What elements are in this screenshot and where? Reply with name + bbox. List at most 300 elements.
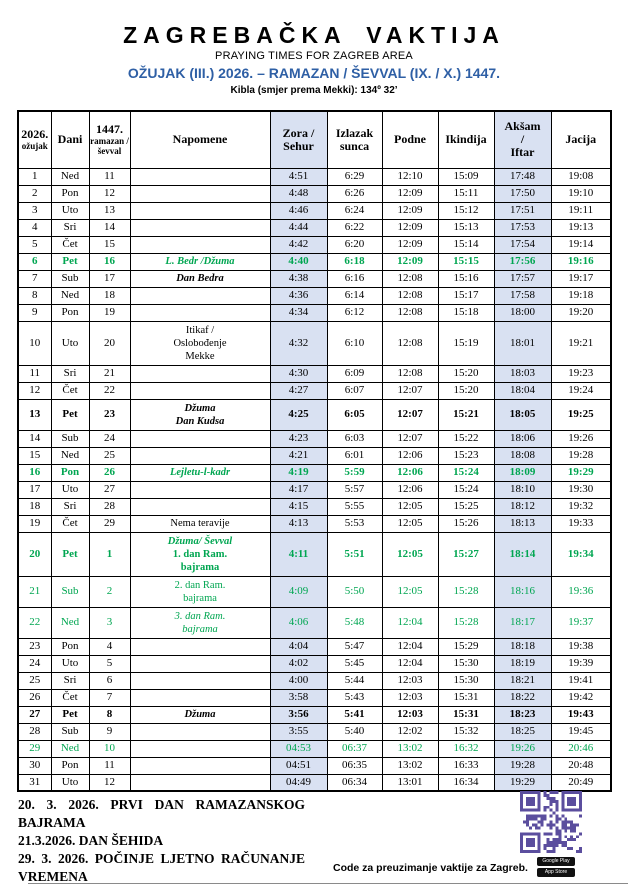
cell-zora-sehur: 3:58 xyxy=(270,689,327,706)
cell-aksam-iftar: 18:22 xyxy=(494,689,551,706)
cell-ikindija: 16:32 xyxy=(438,740,494,757)
col-header-text: Zora / xyxy=(282,125,315,140)
cell-aksam-iftar: 19:28 xyxy=(494,757,551,774)
cell-hijri: 6 xyxy=(89,672,130,689)
cell-dow: Pon xyxy=(51,185,89,202)
cell-note xyxy=(130,253,270,270)
store-badges xyxy=(536,857,576,877)
cell-aksam-iftar: 18:13 xyxy=(494,515,551,532)
cell-jacija: 19:16 xyxy=(551,253,611,270)
cell-jacija: 19:34 xyxy=(551,532,611,576)
cell-hijri: 12 xyxy=(89,774,130,791)
cell-ikindija: 15:14 xyxy=(438,236,494,253)
note-text: bajrama xyxy=(180,561,220,573)
cell-zora-sehur: 3:55 xyxy=(270,723,327,740)
cell-hijri: 1 xyxy=(89,532,130,576)
cell-zora-sehur: 4:25 xyxy=(270,399,327,430)
cell-ikindija: 15:28 xyxy=(438,607,494,638)
table-row-day-28 xyxy=(18,723,611,740)
cell-zora-sehur: 3:56 xyxy=(270,706,327,723)
cell-jacija: 19:43 xyxy=(551,706,611,723)
cell-zora-sehur: 4:51 xyxy=(270,168,327,185)
cell-hijri: 9 xyxy=(89,723,130,740)
cell-note xyxy=(130,723,270,740)
cell-podne: 12:08 xyxy=(382,270,438,287)
cell-hijri: 11 xyxy=(89,168,130,185)
cell-note xyxy=(130,757,270,774)
col-header-7 xyxy=(438,111,494,168)
cell-note xyxy=(130,655,270,672)
cell-ikindija: 15:12 xyxy=(438,202,494,219)
col-header-5 xyxy=(327,111,382,168)
cell-aksam-iftar: 17:51 xyxy=(494,202,551,219)
cell-izlazak-sunca: 5:47 xyxy=(327,638,382,655)
cell-zora-sehur: 4:09 xyxy=(270,576,327,607)
cell-aksam-iftar: 18:00 xyxy=(494,304,551,321)
cell-podne: 12:09 xyxy=(382,202,438,219)
cell-dow: Čet xyxy=(51,689,89,706)
cell-jacija: 19:08 xyxy=(551,168,611,185)
cell-izlazak-sunca: 6:12 xyxy=(327,304,382,321)
table-row-day-15 xyxy=(18,447,611,464)
cell-jacija: 19:32 xyxy=(551,498,611,515)
cell-ikindija: 15:21 xyxy=(438,399,494,430)
col-header-text: Sehur xyxy=(283,138,314,153)
table-row-day-27 xyxy=(18,706,611,723)
cell-izlazak-sunca: 5:41 xyxy=(327,706,382,723)
cell-hijri: 7 xyxy=(89,689,130,706)
cell-note xyxy=(130,287,270,304)
col-header-text: Podne xyxy=(393,132,426,147)
note-text: Lejletu-l-kadr xyxy=(169,467,231,478)
cell-aksam-iftar: 18:18 xyxy=(494,638,551,655)
cell-zora-sehur: 4:42 xyxy=(270,236,327,253)
cell-jacija: 19:28 xyxy=(551,447,611,464)
cell-hijri: 8 xyxy=(89,706,130,723)
prayer-times-table xyxy=(17,110,612,792)
cell-date: 26 xyxy=(18,689,51,706)
cell-jacija: 19:11 xyxy=(551,202,611,219)
cell-date: 22 xyxy=(18,607,51,638)
cell-note xyxy=(130,576,270,607)
cell-jacija: 19:10 xyxy=(551,185,611,202)
cell-zora-sehur: 4:40 xyxy=(270,253,327,270)
cell-hijri: 11 xyxy=(89,757,130,774)
cell-dow: Pon xyxy=(51,304,89,321)
cell-date: 14 xyxy=(18,430,51,447)
cell-dow: Pon xyxy=(51,638,89,655)
cell-aksam-iftar: 18:12 xyxy=(494,498,551,515)
cell-dow: Uto xyxy=(51,655,89,672)
cell-zora-sehur: 4:38 xyxy=(270,270,327,287)
cell-hijri: 20 xyxy=(89,321,130,365)
cell-note xyxy=(130,185,270,202)
cell-aksam-iftar: 17:50 xyxy=(494,185,551,202)
badge-google-play: Google Play xyxy=(537,857,575,866)
cell-zora-sehur: 4:13 xyxy=(270,515,327,532)
cell-aksam-iftar: 18:25 xyxy=(494,723,551,740)
page-title: ZAGREBAČKA VAKTIJA xyxy=(123,22,505,48)
cell-ikindija: 15:20 xyxy=(438,382,494,399)
cell-note xyxy=(130,304,270,321)
cell-podne: 12:04 xyxy=(382,655,438,672)
table-row-day-24 xyxy=(18,655,611,672)
cell-dow: Sub xyxy=(51,430,89,447)
table-row-day-8 xyxy=(18,287,611,304)
cell-ikindija: 15:29 xyxy=(438,638,494,655)
cell-dow: Pon xyxy=(51,464,89,481)
cell-zora-sehur: 4:02 xyxy=(270,655,327,672)
cell-date: 29 xyxy=(18,740,51,757)
cell-jacija: 19:38 xyxy=(551,638,611,655)
cell-podne: 12:08 xyxy=(382,321,438,365)
cell-note xyxy=(130,607,270,638)
cell-date: 3 xyxy=(18,202,51,219)
cell-zora-sehur: 4:06 xyxy=(270,607,327,638)
table-row-day-29 xyxy=(18,740,611,757)
cell-jacija: 19:26 xyxy=(551,430,611,447)
cell-date: 16 xyxy=(18,464,51,481)
cell-podne: 13:02 xyxy=(382,757,438,774)
cell-date: 7 xyxy=(18,270,51,287)
table-row-day-17 xyxy=(18,481,611,498)
cell-hijri: 23 xyxy=(89,399,130,430)
note-text: L. Bedr /Džuma xyxy=(165,256,235,267)
cell-date: 17 xyxy=(18,481,51,498)
cell-jacija: 19:41 xyxy=(551,672,611,689)
cell-dow: Uto xyxy=(51,774,89,791)
note-text: Džuma/ Ševval xyxy=(167,535,233,547)
cell-aksam-iftar: 18:10 xyxy=(494,481,551,498)
cell-date: 12 xyxy=(18,382,51,399)
table-row-day-30 xyxy=(18,757,611,774)
cell-zora-sehur: 04:51 xyxy=(270,757,327,774)
table-row-day-7 xyxy=(18,270,611,287)
cell-jacija: 19:14 xyxy=(551,236,611,253)
table-row-day-11 xyxy=(18,365,611,382)
col-header-text: ševval xyxy=(97,146,122,157)
cell-dow: Sub xyxy=(51,270,89,287)
table-row-day-13 xyxy=(18,399,611,430)
note-text: Dan Kudsa xyxy=(175,415,225,427)
cell-hijri: 28 xyxy=(89,498,130,515)
cell-podne: 12:04 xyxy=(382,638,438,655)
cell-zora-sehur: 4:19 xyxy=(270,464,327,481)
cell-date: 24 xyxy=(18,655,51,672)
cell-ikindija: 15:22 xyxy=(438,430,494,447)
cell-date: 2 xyxy=(18,185,51,202)
cell-zora-sehur: 4:27 xyxy=(270,382,327,399)
cell-date: 1 xyxy=(18,168,51,185)
cell-podne: 12:02 xyxy=(382,723,438,740)
cell-hijri: 4 xyxy=(89,638,130,655)
cell-podne: 12:05 xyxy=(382,532,438,576)
col-header-text: 2026. xyxy=(21,127,49,142)
cell-aksam-iftar: 18:19 xyxy=(494,655,551,672)
cell-note xyxy=(130,481,270,498)
cell-note xyxy=(130,515,270,532)
cell-podne: 12:05 xyxy=(382,498,438,515)
cell-podne: 12:09 xyxy=(382,236,438,253)
note-text: Džuma xyxy=(184,402,216,414)
cell-aksam-iftar: 17:57 xyxy=(494,270,551,287)
cell-jacija: 19:45 xyxy=(551,723,611,740)
table-row-day-3 xyxy=(18,202,611,219)
col-header-3 xyxy=(130,111,270,168)
cell-podne: 12:09 xyxy=(382,253,438,270)
cell-izlazak-sunca: 6:29 xyxy=(327,168,382,185)
cell-note xyxy=(130,706,270,723)
cell-ikindija: 15:27 xyxy=(438,532,494,576)
cell-dow: Čet xyxy=(51,382,89,399)
cell-ikindija: 15:32 xyxy=(438,723,494,740)
col-header-text: Ikindija xyxy=(445,132,487,147)
cell-izlazak-sunca: 6:09 xyxy=(327,365,382,382)
cell-dow: Sub xyxy=(51,723,89,740)
cell-dow: Ned xyxy=(51,168,89,185)
cell-zora-sehur: 04:53 xyxy=(270,740,327,757)
cell-date: 15 xyxy=(18,447,51,464)
cell-ikindija: 15:28 xyxy=(438,576,494,607)
cell-ikindija: 15:25 xyxy=(438,498,494,515)
col-header-text: ožujak xyxy=(21,141,48,152)
cell-jacija: 19:37 xyxy=(551,607,611,638)
cell-hijri: 19 xyxy=(89,304,130,321)
cell-hijri: 24 xyxy=(89,430,130,447)
cell-izlazak-sunca: 6:05 xyxy=(327,399,382,430)
cell-note xyxy=(130,672,270,689)
cell-date: 30 xyxy=(18,757,51,774)
cell-date: 4 xyxy=(18,219,51,236)
cell-izlazak-sunca: 5:55 xyxy=(327,498,382,515)
cell-dow: Pet xyxy=(51,399,89,430)
note-text: Dan Bedra xyxy=(176,273,224,284)
cell-jacija: 19:30 xyxy=(551,481,611,498)
cell-jacija: 19:24 xyxy=(551,382,611,399)
cell-dow: Sri xyxy=(51,672,89,689)
col-header-4 xyxy=(270,111,327,168)
cell-hijri: 5 xyxy=(89,655,130,672)
cell-jacija: 20:49 xyxy=(551,774,611,791)
qr-code xyxy=(520,791,582,853)
cell-aksam-iftar: 17:58 xyxy=(494,287,551,304)
cell-podne: 12:07 xyxy=(382,399,438,430)
cell-zora-sehur: 4:04 xyxy=(270,638,327,655)
cell-jacija: 19:18 xyxy=(551,287,611,304)
cell-izlazak-sunca: 5:43 xyxy=(327,689,382,706)
cell-hijri: 14 xyxy=(89,219,130,236)
cell-date: 6 xyxy=(18,253,51,270)
cell-hijri: 12 xyxy=(89,185,130,202)
cell-podne: 12:05 xyxy=(382,576,438,607)
cell-podne: 12:09 xyxy=(382,219,438,236)
col-header-8 xyxy=(494,111,551,168)
cell-hijri: 3 xyxy=(89,607,130,638)
cell-izlazak-sunca: 5:53 xyxy=(327,515,382,532)
note-text: Džuma xyxy=(184,709,216,720)
cell-note xyxy=(130,638,270,655)
cell-date: 25 xyxy=(18,672,51,689)
cell-ikindija: 15:17 xyxy=(438,287,494,304)
cell-dow: Uto xyxy=(51,321,89,365)
cell-ikindija: 15:26 xyxy=(438,515,494,532)
cell-izlazak-sunca: 6:22 xyxy=(327,219,382,236)
table-row-day-20 xyxy=(18,532,611,576)
cell-date: 8 xyxy=(18,287,51,304)
cell-zora-sehur: 4:32 xyxy=(270,321,327,365)
cell-note xyxy=(130,236,270,253)
col-header-text: 1447. xyxy=(96,122,123,137)
badge-app-store: App Store xyxy=(537,868,575,877)
cell-note xyxy=(130,270,270,287)
col-header-2 xyxy=(89,111,130,168)
cell-dow: Uto xyxy=(51,481,89,498)
cell-hijri: 21 xyxy=(89,365,130,382)
table-header-row xyxy=(18,111,611,168)
cell-jacija: 19:25 xyxy=(551,399,611,430)
cell-izlazak-sunca: 5:48 xyxy=(327,607,382,638)
cell-zora-sehur: 4:15 xyxy=(270,498,327,515)
cell-podne: 12:09 xyxy=(382,185,438,202)
cell-note xyxy=(130,689,270,706)
cell-dow: Pet xyxy=(51,532,89,576)
table-row-day-22 xyxy=(18,607,611,638)
cell-note xyxy=(130,774,270,791)
cell-podne: 12:06 xyxy=(382,464,438,481)
cell-podne: 12:06 xyxy=(382,447,438,464)
cell-ikindija: 15:24 xyxy=(438,464,494,481)
cell-aksam-iftar: 17:56 xyxy=(494,253,551,270)
col-header-1 xyxy=(51,111,89,168)
col-header-text: ramazan / xyxy=(90,136,129,147)
cell-podne: 12:04 xyxy=(382,607,438,638)
cell-izlazak-sunca: 5:44 xyxy=(327,672,382,689)
cell-note xyxy=(130,399,270,430)
cell-note xyxy=(130,498,270,515)
cell-ikindija: 15:30 xyxy=(438,672,494,689)
cell-note xyxy=(130,740,270,757)
note-text: 2. dan Ram. xyxy=(174,579,226,591)
cell-date: 18 xyxy=(18,498,51,515)
cell-note xyxy=(130,447,270,464)
cell-note xyxy=(130,321,270,365)
col-header-text: Dani xyxy=(57,132,83,147)
cell-ikindija: 16:33 xyxy=(438,757,494,774)
cell-dow: Pet xyxy=(51,706,89,723)
table-row-day-26 xyxy=(18,689,611,706)
table-row-day-2 xyxy=(18,185,611,202)
cell-jacija: 19:36 xyxy=(551,576,611,607)
footer-note-line: BAJRAMA xyxy=(18,815,86,830)
cell-aksam-iftar: 18:09 xyxy=(494,464,551,481)
table-row-day-10 xyxy=(18,321,611,365)
page-subtitle: PRAYING TIMES FOR ZAGREB AREA xyxy=(215,50,413,62)
cell-dow: Sri xyxy=(51,365,89,382)
cell-zora-sehur: 4:46 xyxy=(270,202,327,219)
note-text: bajrama xyxy=(182,623,218,635)
cell-date: 13 xyxy=(18,399,51,430)
cell-jacija: 19:21 xyxy=(551,321,611,365)
cell-izlazak-sunca: 6:07 xyxy=(327,382,382,399)
cell-ikindija: 15:31 xyxy=(438,689,494,706)
footer-notes xyxy=(18,796,305,886)
cell-aksam-iftar: 18:21 xyxy=(494,672,551,689)
table-row-day-31 xyxy=(18,774,611,791)
cell-dow: Ned xyxy=(51,740,89,757)
table-row-day-16 xyxy=(18,464,611,481)
cell-jacija: 19:20 xyxy=(551,304,611,321)
note-text: 3. dan Ram. xyxy=(174,610,226,622)
table-row-day-25 xyxy=(18,672,611,689)
cell-aksam-iftar: 17:54 xyxy=(494,236,551,253)
cell-izlazak-sunca: 6:03 xyxy=(327,430,382,447)
cell-aksam-iftar: 18:14 xyxy=(494,532,551,576)
cell-hijri: 27 xyxy=(89,481,130,498)
table-row-day-12 xyxy=(18,382,611,399)
cell-hijri: 18 xyxy=(89,287,130,304)
col-header-text: Izlazak xyxy=(335,125,374,140)
cell-hijri: 29 xyxy=(89,515,130,532)
col-header-text: / xyxy=(520,132,525,147)
cell-date: 28 xyxy=(18,723,51,740)
cell-date: 21 xyxy=(18,576,51,607)
cell-zora-sehur: 04:49 xyxy=(270,774,327,791)
footer-note-line: 20. 3. 2026. PRVI DAN RAMAZANSKOG xyxy=(18,797,305,812)
cell-aksam-iftar: 18:17 xyxy=(494,607,551,638)
cell-ikindija: 15:13 xyxy=(438,219,494,236)
cell-zora-sehur: 4:23 xyxy=(270,430,327,447)
cell-date: 11 xyxy=(18,365,51,382)
cell-dow: Sri xyxy=(51,498,89,515)
note-text: Itikaf / xyxy=(185,324,215,336)
cell-aksam-iftar: 17:53 xyxy=(494,219,551,236)
cell-hijri: 17 xyxy=(89,270,130,287)
cell-date: 20 xyxy=(18,532,51,576)
cell-izlazak-sunca: 6:16 xyxy=(327,270,382,287)
cell-ikindija: 15:09 xyxy=(438,168,494,185)
cell-ikindija: 15:19 xyxy=(438,321,494,365)
cell-jacija: 19:29 xyxy=(551,464,611,481)
cell-aksam-iftar: 18:08 xyxy=(494,447,551,464)
cell-izlazak-sunca: 06:34 xyxy=(327,774,382,791)
cell-aksam-iftar: 18:04 xyxy=(494,382,551,399)
cell-dow: Uto xyxy=(51,202,89,219)
cell-aksam-iftar: 18:16 xyxy=(494,576,551,607)
table-row-day-14 xyxy=(18,430,611,447)
cell-izlazak-sunca: 06:37 xyxy=(327,740,382,757)
table-row-day-19 xyxy=(18,515,611,532)
cell-izlazak-sunca: 6:26 xyxy=(327,185,382,202)
note-text: bajrama xyxy=(183,592,217,604)
cell-podne: 13:01 xyxy=(382,774,438,791)
col-header-text: Napomene xyxy=(172,132,228,147)
cell-date: 19 xyxy=(18,515,51,532)
col-header-6 xyxy=(382,111,438,168)
cell-ikindija: 15:24 xyxy=(438,481,494,498)
cell-date: 31 xyxy=(18,774,51,791)
cell-ikindija: 15:20 xyxy=(438,365,494,382)
cell-podne: 13:02 xyxy=(382,740,438,757)
cell-podne: 12:05 xyxy=(382,515,438,532)
cell-izlazak-sunca: 6:20 xyxy=(327,236,382,253)
note-text: Oslobođenje xyxy=(173,337,227,349)
bottom-rule xyxy=(28,883,628,884)
cell-ikindija: 15:16 xyxy=(438,270,494,287)
cell-zora-sehur: 4:34 xyxy=(270,304,327,321)
cell-izlazak-sunca: 6:14 xyxy=(327,287,382,304)
cell-dow: Pon xyxy=(51,757,89,774)
cell-aksam-iftar: 19:29 xyxy=(494,774,551,791)
